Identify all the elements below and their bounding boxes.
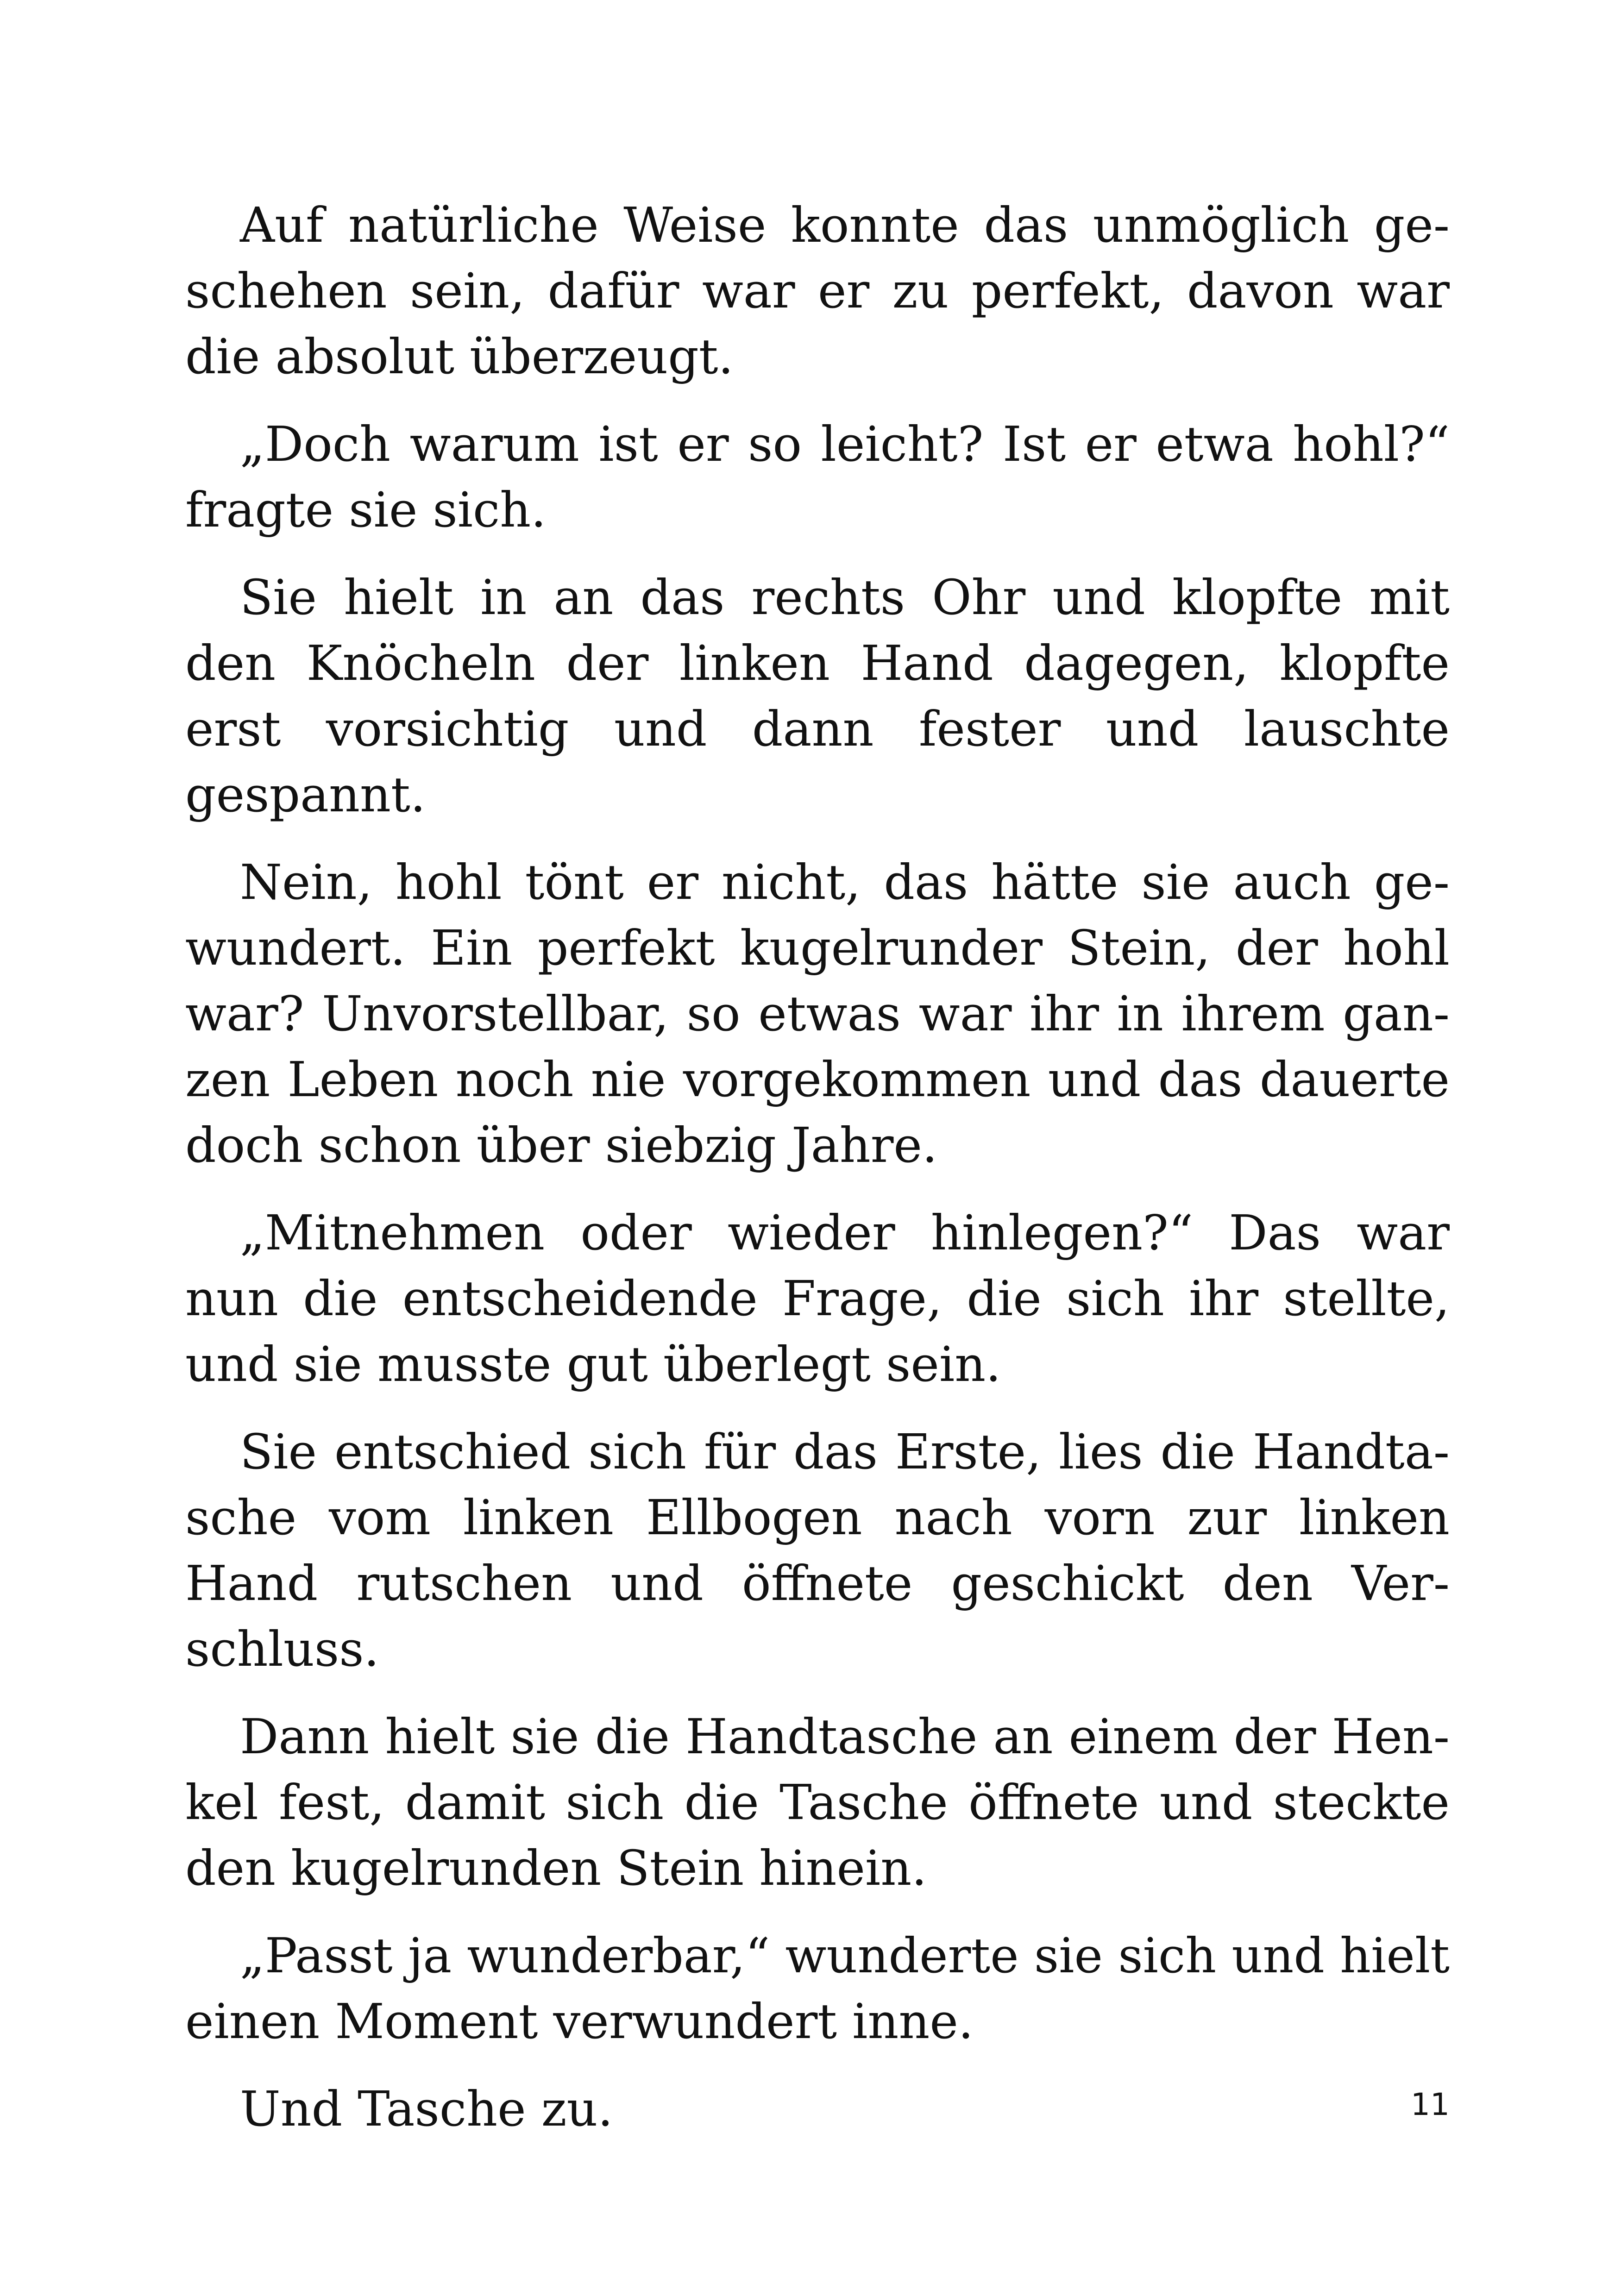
paragraph-9: Und Tasche zu.: [240, 2081, 613, 2137]
paragraph-5: „Mitnehmen oder wieder hinlegen?“ Das war nun die entscheidende Frage, die sich ihr stellte, und sie musste gut überlegt sein.: [185, 1204, 1450, 1393]
page-number: 11: [1411, 2087, 1450, 2122]
paragraph-4: Nein, hohl tönt er nicht, das hätte sie auch gewundert. Ein perfekt kugelrunder Stein, der hohl war? Unvorstellbar, so etwas war ihr in ihrem ganzen Leben noch nie vorgekommen und das dauerte doch schon über siebzig Jahre.: [185, 854, 1450, 1173]
paragraph-8: „Passt ja wunderbar,“ wunderte sie sich und hielt einen Moment verwundert inne.: [185, 1927, 1450, 2050]
body-text: [185, 192, 1450, 2164]
paragraph-7: Dann hielt sie die Handtasche an einem der Henkel fest, damit sich die Tasche öffnete und steckte den kugelrunden Stein hinein.: [185, 1708, 1450, 1896]
paragraph-3: Sie hielt in an das rechts Ohr und klopfte mit den Knöcheln der linken Hand dagegen, klopfte erst vorsichtig und dann fester und lauschte gespannt.: [185, 569, 1450, 823]
paragraph-2: „Doch warum ist er so leicht? Ist er etwa hohl?“ fragte sie sich.: [185, 416, 1450, 538]
paragraph-1: Auf natürliche Weise konnte das unmöglich geschehen sein, dafür war er zu perfekt, davon war die absolut überzeugt.: [185, 197, 1450, 385]
paragraph-6: Sie entschied sich für das Erste, lies die Handtasche vom linken Ellbogen nach vorn zur linken Hand rutschen und öffnete geschickt den Verschluss.: [185, 1424, 1450, 1677]
